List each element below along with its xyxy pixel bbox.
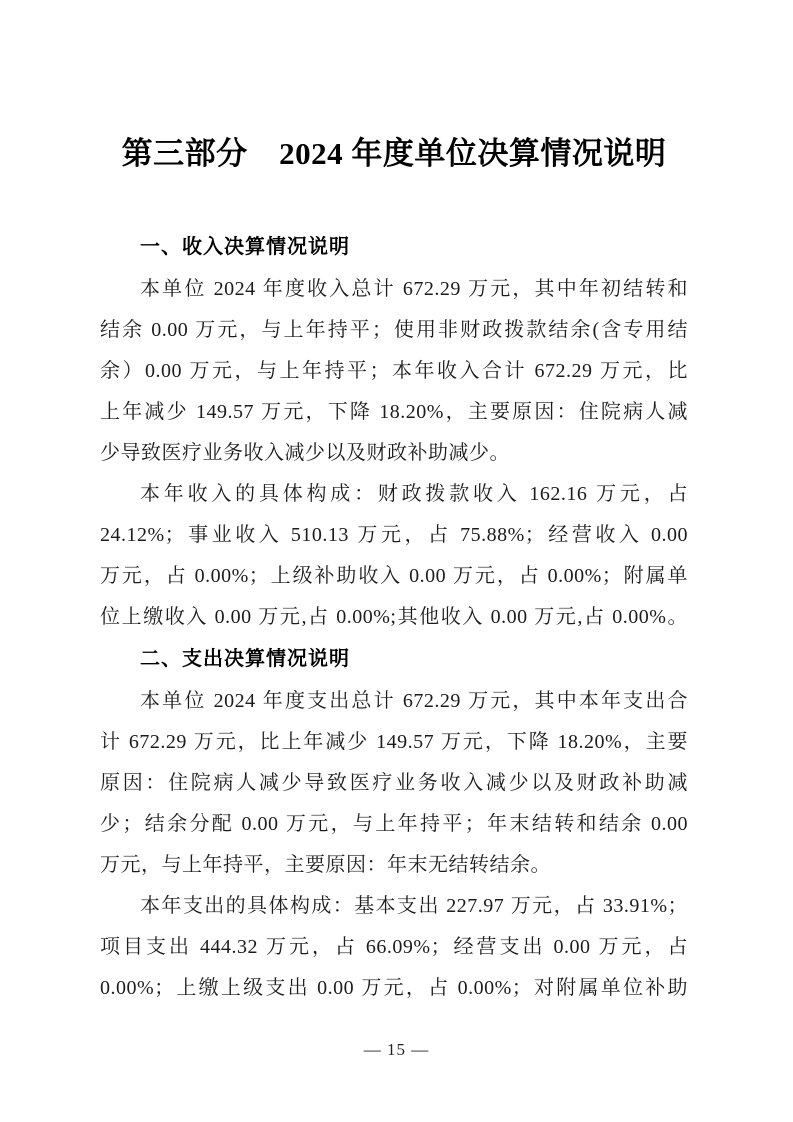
text-line: 余）0.00 万元，与上年持平；本年收入合计 672.29 万元，比	[100, 360, 688, 382]
text-line: 本单位 2024 年度收入总计 672.29 万元，其中年初结转和	[140, 278, 688, 300]
text-line: 0.00%；上缴上级支出 0.00 万元，占 0.00%；对附属单位补助	[100, 977, 688, 999]
page-number: — 15 —	[363, 1040, 430, 1059]
text-line: 本单位 2024 年度支出总计 672.29 万元，其中本年支出合	[140, 690, 688, 712]
document-body	[100, 226, 688, 1009]
text-line: 本年支出的具体构成：基本支出 227.97 万元，占 33.91%；	[140, 895, 688, 917]
text-line: 上年减少 149.57 万元，下降 18.20%，主要原因：住院病人减	[100, 401, 688, 423]
text-line: 计 672.29 万元，比上年减少 149.57 万元，下降 18.20%，主要	[100, 731, 688, 753]
text-line: 万元，占 0.00%；上级补助收入 0.00 万元，占 0.00%；附属单	[100, 565, 688, 587]
text-line: 项目支出 444.32 万元，占 66.09%；经营支出 0.00 万元，占	[100, 936, 688, 958]
text-line: 万元，与上年持平，主要原因：年末无结转结余。	[100, 854, 551, 876]
text-line: 少导致医疗业务收入减少以及财政补助减少。	[100, 442, 510, 464]
text-line: 结余 0.00 万元，与上年持平；使用非财政拨款结余(含专用结	[100, 319, 688, 341]
document-title: 第三部分 2024 年度单位决算情况说明	[121, 136, 667, 171]
text-line: 少；结余分配 0.00 万元，与上年持平；年末结转和结余 0.00	[100, 813, 688, 835]
section-heading: 二、支出决算情况说明	[140, 648, 350, 670]
section-heading: 一、收入决算情况说明	[140, 236, 350, 258]
text-line: 24.12%；事业收入 510.13 万元，占 75.88%；经营收入 0.00	[100, 524, 688, 546]
text-line: 原因：住院病人减少导致医疗业务收入减少以及财政补助减	[100, 772, 688, 794]
page-footer	[0, 1040, 793, 1060]
text-line: 本年收入的具体构成：财政拨款收入 162.16 万元，占	[140, 483, 688, 505]
text-line: 位上缴收入 0.00 万元,占 0.00%;其他收入 0.00 万元,占 0.00%。	[100, 606, 688, 628]
